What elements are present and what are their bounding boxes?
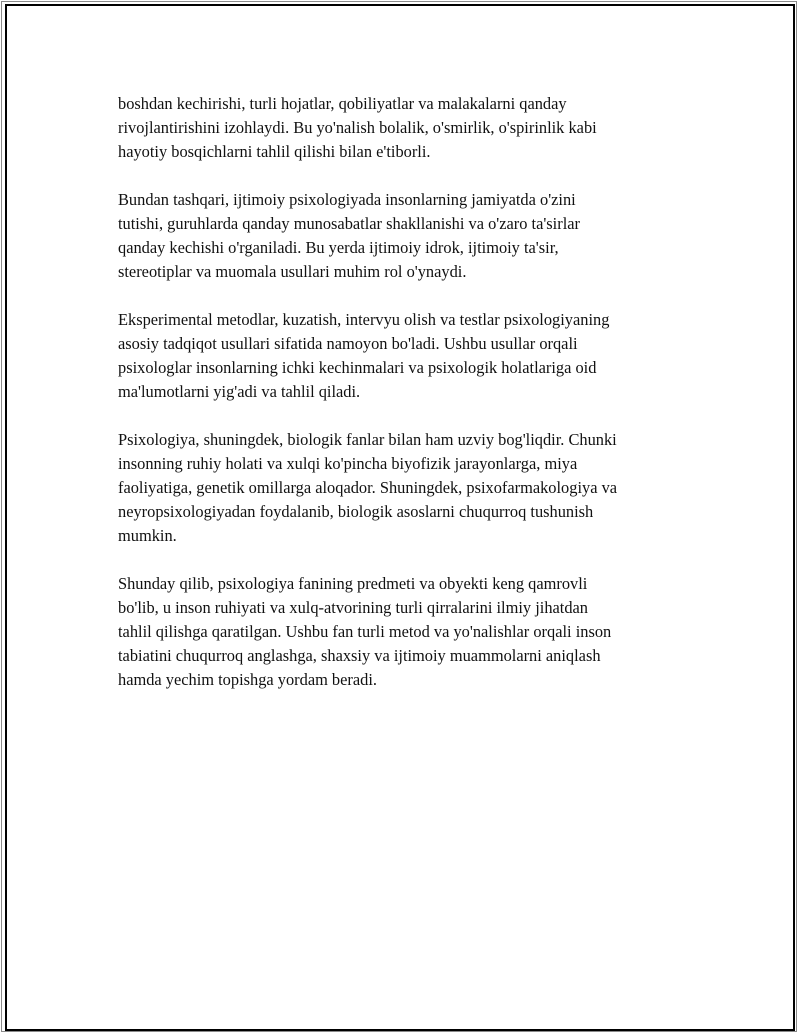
paragraph-5: Shunday qilib, psixologiya fanining predmeti va obyekti keng qamrovli bo'lib, u inson ruhiyati va xulq-atvorining turli qirralarini ilmiy jihatdan tahlil qilishga qaratilgan. Ushbu fan turli metod va yo'nalishlar orqali inson tabiatini chuqurroq anglashga, shaxsiy va ijtimoiy muammolarni aniqlash hamda yechim topishga yordam beradi. <box>118 574 612 689</box>
paragraph-3: Eksperimental metodlar, kuzatish, intervyu olish va testlar psixologiyaning asosiy tadqiqot usullari sifatida namoyon bo'ladi. Ushbu usullar orqali psixologlar insonlarning ichki kechinmalari va psixologik holatlariga oid ma'lumotlarni yig'adi va tahlil qiladi. <box>118 310 610 401</box>
paragraph-2: Bundan tashqari, ijtimoiy psixologiyada insonlarning jamiyatda o'zini tutishi, guruhlarda qanday munosabatlar shakllanishi va o'zaro ta'sirlar qanday kechishi o'rganiladi. Bu yerda ijtimoiy idrok, ijtimoiy ta'sir, stereotiplar va muomala usullari muhim rol o'ynaydi. <box>118 190 580 281</box>
paragraph-1: boshdan kechirishi, turli hojatlar, qobiliyatlar va malakalarni qanday rivojlantirishini izohlaydi. Bu yo'nalish bolalik, o'smirlik, o'spirinlik kabi hayotiy bosqichlarni tahlil qilishi bilan e'tiborli. <box>118 94 597 161</box>
paragraph-4: Psixologiya, shuningdek, biologik fanlar bilan ham uzviy bog'liqdir. Chunki insonning ruhiy holati va xulqi ko'pincha biyofizik jarayonlarga, miya faoliyatiga, genetik omillarga aloqador. Shuningdek, psixofarmakologiya va neyropsixologiyadan foydalanib, biologik asoslarni chuqurroq tushunish mumkin. <box>118 430 618 545</box>
document-body <box>118 92 698 716</box>
